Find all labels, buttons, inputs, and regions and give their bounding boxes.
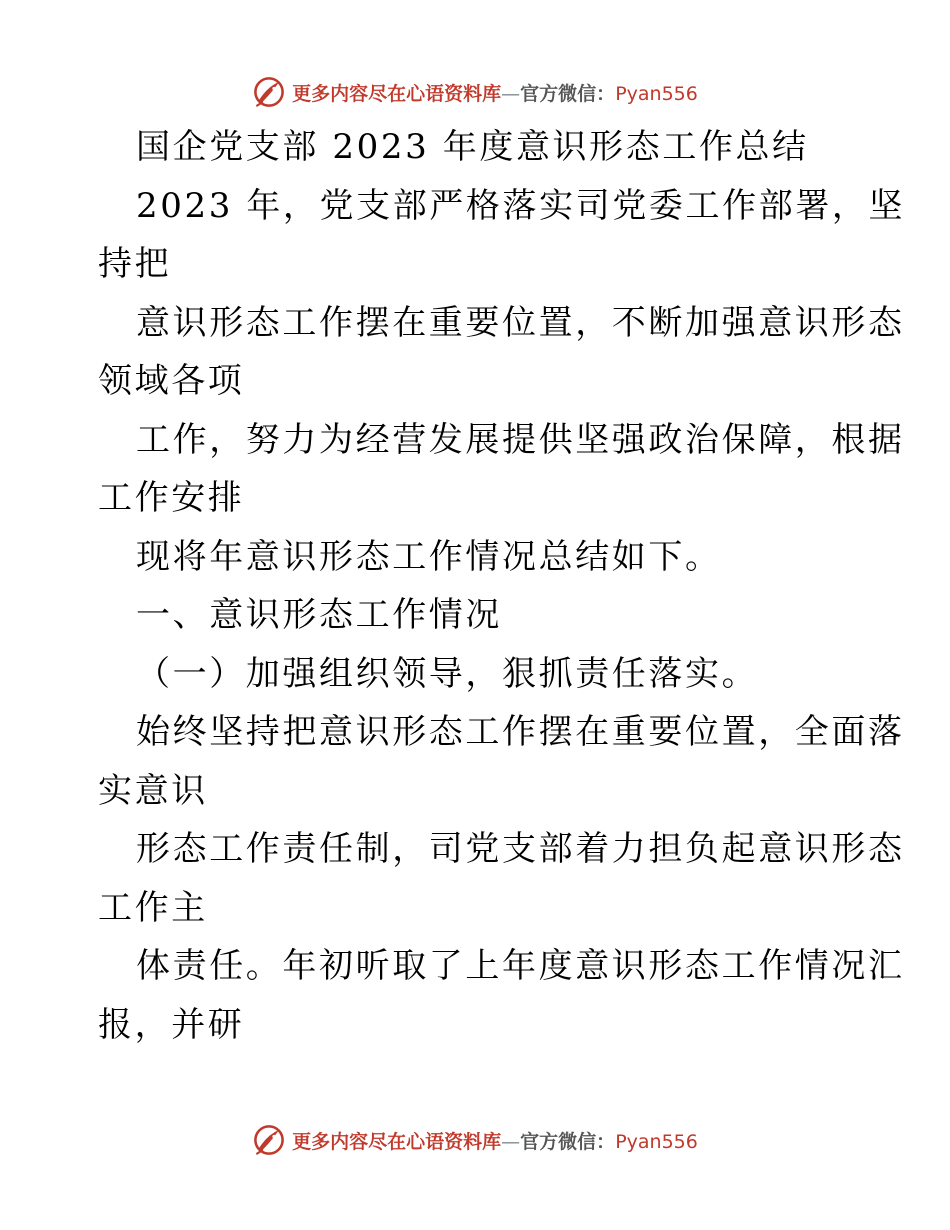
- watermark-text: [292, 1127, 698, 1154]
- text-line: 领域各项: [98, 361, 245, 401]
- header-watermark: [0, 72, 950, 112]
- watermark-group: [252, 75, 698, 109]
- text-line: 一、意识形态工作情况: [136, 595, 502, 635]
- text-line: 意识形态工作摆在重要位置，不断加强意识形态: [136, 302, 905, 343]
- footer-watermark: [0, 1120, 950, 1160]
- watermark-group: [252, 1123, 698, 1157]
- watermark-wechat-label: 官方微信：: [520, 1130, 616, 1153]
- text-line: 2023 年，党支部严格落实司党委工作部署，坚: [136, 185, 906, 226]
- watermark-wechat-id: Pyan556: [615, 82, 698, 105]
- text-line: 国企党支部 2023 年度意识形态工作总结: [136, 127, 809, 167]
- text-line: 始终坚持把意识形态工作摆在重要位置，全面落: [136, 712, 905, 752]
- pen-logo-icon: [252, 75, 286, 109]
- watermark-separator: —: [501, 1130, 521, 1153]
- text-line: 持把: [98, 244, 172, 284]
- pen-logo-icon: [252, 1123, 286, 1157]
- watermark-separator: —: [501, 82, 521, 105]
- watermark-text: [292, 79, 698, 106]
- document-body: [98, 118, 906, 1054]
- text-line: 工作安排: [98, 478, 245, 518]
- watermark-wechat-label: 官方微信：: [520, 82, 616, 105]
- text-line: 现将年意识形态工作情况总结如下。: [136, 536, 722, 577]
- watermark-wechat-id: Pyan556: [615, 1130, 698, 1153]
- text-line: （一）加强组织领导，狠抓责任落实。: [136, 653, 759, 694]
- watermark-main-text: 更多内容尽在心语资料库: [292, 82, 502, 105]
- text-line: 体责任。年初听取了上年度意识形态工作情况汇: [136, 946, 905, 986]
- text-line: 实意识: [98, 770, 208, 811]
- text-line: 报，并研: [98, 1004, 245, 1045]
- text-line: 工作主: [98, 887, 208, 928]
- text-line: 工作，努力为经营发展提供坚强政治保障，根据: [136, 419, 905, 460]
- text-line: 形态工作责任制，司党支部着力担负起意识形态: [136, 829, 905, 869]
- watermark-main-text: 更多内容尽在心语资料库: [292, 1130, 502, 1153]
